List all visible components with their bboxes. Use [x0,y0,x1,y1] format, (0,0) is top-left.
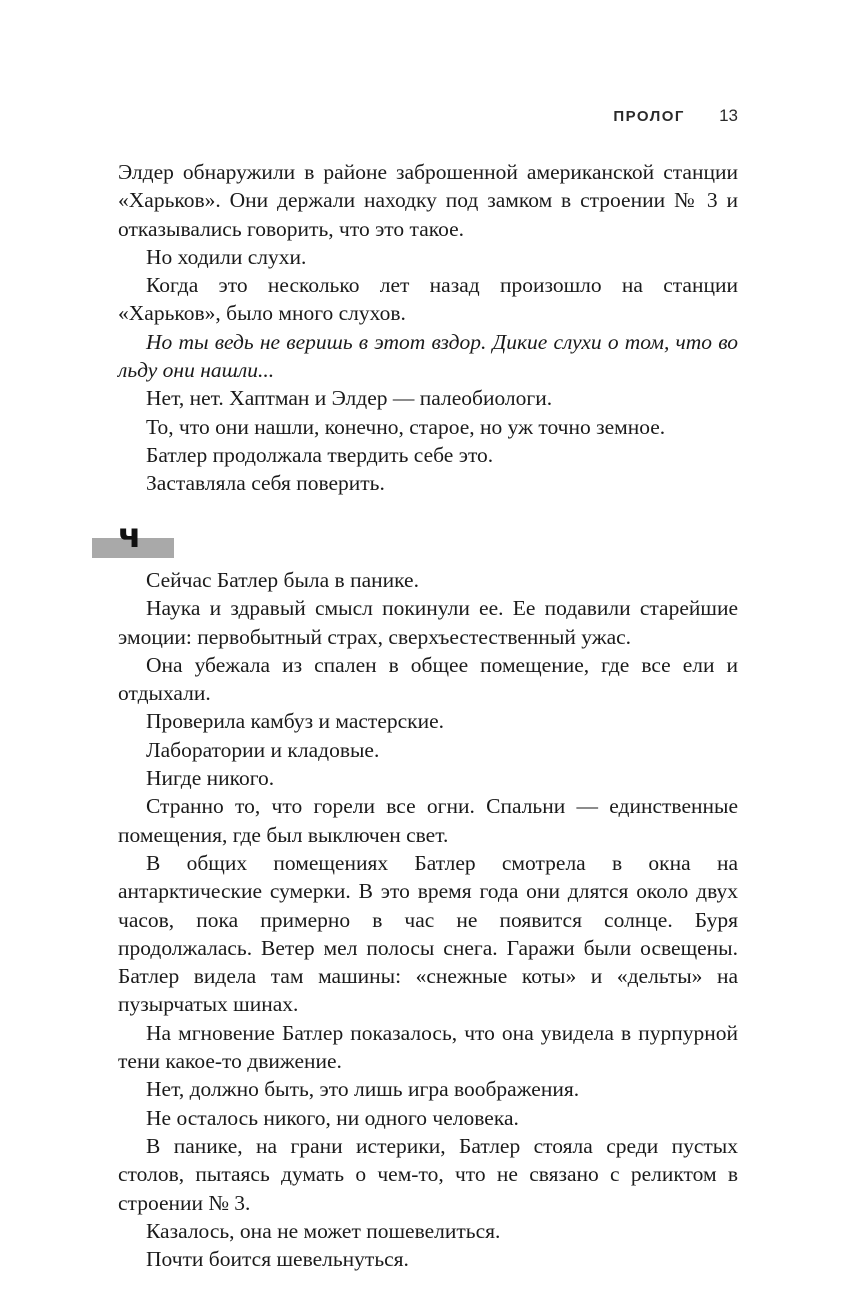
paragraph: Но ходили слухи. [146,244,307,269]
section-break-glyph: ч [118,516,142,556]
paragraph: Сейчас Батлер была в панике. [146,568,419,592]
paragraph: В панике, на грани истерики, Батлер стояла среди пустых столов, пытаясь думать о чем-то, что не связано с реликтом в строении № 3. [118,1133,738,1215]
paragraph: Заставляла себя поверить. [146,471,385,496]
text-block-top [118,158,738,498]
paragraph-italic: Но ты ведь не веришь в этот вздор. Дикие слухи о том, что во льду они нашли... [118,329,738,383]
paragraph: Странно то, что горели все огни. Спальни — единственные помещения, где был выключен свет. [118,794,738,847]
paragraph: Казалось, она не может пошевелиться. [146,1218,501,1243]
paragraph: В общих помещениях Батлер смотрела в окна на антарктические сумерки. В это время года они длятся около двух часов, пока примерно в час не появится солнце. Буря продолжалась. Ветер мел полосы снега. Гаражи были освещены. Батлер видела там машины: «снежные коты» и «дельты» на пузырчатых шинах. [118,850,738,1017]
section-title: ПРОЛОГ [613,108,685,125]
paragraph: Наука и здравый смысл покинули ее. Ее подавили старейшие эмоции: первобытный страх, сверхъестественный ужас. [118,596,738,649]
page-number: 13 [719,106,738,125]
paragraph: Не осталось никого, ни одного человека. [146,1105,519,1130]
paragraph: Лаборатории и кладовые. [146,737,380,762]
paragraph: Она убежала из спален в общее помещение, где все ели и отдыхали. [118,652,738,706]
running-header [0,106,738,126]
paragraph: То, что они нашли, конечно, старое, но уж точно земное. [146,414,666,439]
paragraph: Нигде никого. [146,766,275,791]
paragraph: Когда это несколько лет назад произошло на станции «Харьков», было много слухов. [118,273,738,326]
paragraph: На мгновение Батлер показалось, что она увидела в пурпурной тени какое-то движение. [118,1020,738,1074]
paragraph: Проверила камбуз и мастерские. [146,709,445,734]
paragraph: Элдер обнаружили в районе заброшенной американской станции «Харьков». Они держали находку под замком в строении № 3 и отказывались говорить, что это такое. [118,160,738,241]
paragraph: Нет, нет. Хаптман и Элдер — палеобиологи. [146,386,553,411]
text-block-bottom [118,566,738,1273]
paragraph: Нет, должно быть, это лишь игра воображения. [146,1077,580,1102]
section-break-ornament [92,516,174,562]
paragraph: Батлер продолжала твердить себе это. [146,442,494,467]
paragraph: Почти боится шевельнуться. [146,1247,409,1272]
